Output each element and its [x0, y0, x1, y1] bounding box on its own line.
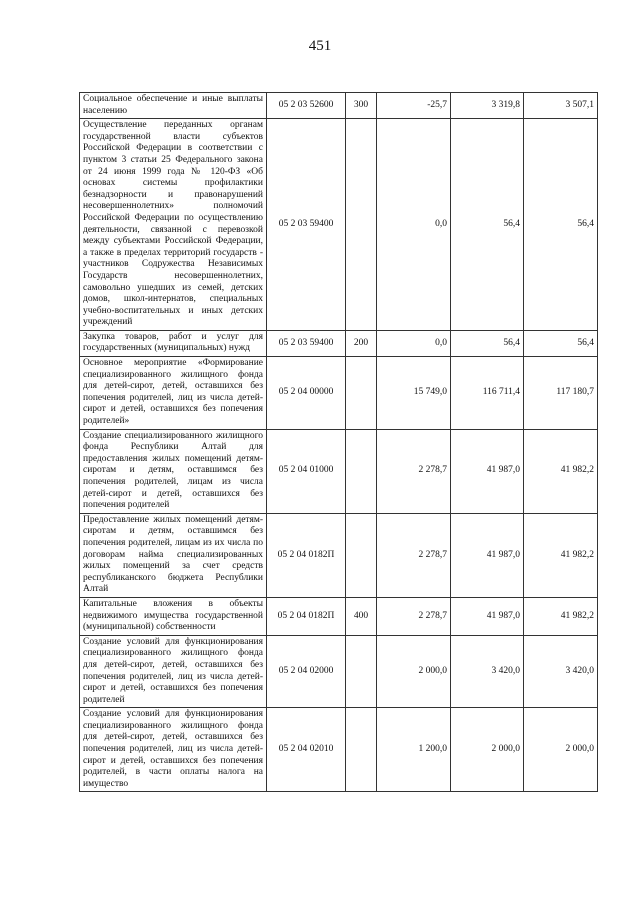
row-code-cell: 05 2 04 0182П — [267, 597, 346, 635]
table-row — [80, 635, 598, 708]
row-code-cell: 05 2 04 01000 — [267, 429, 346, 513]
row-name-cell: Социальное обеспечение и иные выплаты населению — [80, 93, 267, 119]
row-code-cell: 05 2 04 0182П — [267, 513, 346, 597]
table-row — [80, 513, 598, 597]
row-value-2-cell: 2 000,0 — [451, 708, 524, 792]
row-value-1-cell: 0,0 — [377, 119, 451, 331]
row-value-1-cell: 0,0 — [377, 330, 451, 356]
budget-table-body — [80, 93, 598, 792]
row-value-1-cell: -25,7 — [377, 93, 451, 119]
row-value-3-cell: 56,4 — [524, 119, 598, 331]
row-name-cell: Осуществление переданных органам государственной власти субъектов Российской Федерации в соответствии с пунктом 3 статьи 25 Федерального закона от 24 июня 1999 года № 120-ФЗ «Об основах системы профилактики безнадзорности и правонарушений несовершеннолетних» полномочий Российской Федерации по осуществлению деятельности, связанной с перевозкой между субъектами Российской Федерации, а также в пределах территорий государств - участников Содружества Независимых Государств несовершеннолетних, самовольно ушедших из семей, детских домов, школ-интернатов, специальных учебно-воспитательных и иных детских учреждений — [80, 119, 267, 331]
row-value-3-cell: 41 982,2 — [524, 513, 598, 597]
row-value-3-cell: 3 507,1 — [524, 93, 598, 119]
row-value-3-cell: 41 982,2 — [524, 429, 598, 513]
row-name-cell: Создание условий для функционирования специализированного жилищного фонда для детей-сирот, детей, оставшихся без попечения родителей, лиц из числа детей-сирот и детей, оставшихся без попечения родителей — [80, 635, 267, 708]
table-row — [80, 330, 598, 356]
row-code-cell: 05 2 04 02010 — [267, 708, 346, 792]
row-code-cell: 05 2 04 00000 — [267, 357, 346, 430]
row-value-1-cell: 2 000,0 — [377, 635, 451, 708]
row-value-2-cell: 41 987,0 — [451, 429, 524, 513]
row-value-1-cell: 15 749,0 — [377, 357, 451, 430]
row-value-3-cell: 3 420,0 — [524, 635, 598, 708]
row-name-cell: Закупка товаров, работ и услуг для государственных (муниципальных) нужд — [80, 330, 267, 356]
row-value-1-cell: 2 278,7 — [377, 513, 451, 597]
row-value-3-cell: 41 982,2 — [524, 597, 598, 635]
row-expense-type-cell — [346, 357, 377, 430]
row-value-1-cell: 2 278,7 — [377, 429, 451, 513]
row-expense-type-cell — [346, 708, 377, 792]
row-name-cell: Капитальные вложения в объекты недвижимого имущества государственной (муниципальной) собственности — [80, 597, 267, 635]
row-value-3-cell: 117 180,7 — [524, 357, 598, 430]
row-name-cell: Основное мероприятие «Формирование специализированного жилищного фонда для детей-сирот, детей, оставшихся без попечения родителей, лиц из числа детей-сирот и детей, оставшихся без попечения родителей» — [80, 357, 267, 430]
row-expense-type-cell — [346, 635, 377, 708]
row-expense-type-cell — [346, 513, 377, 597]
table-row — [80, 597, 598, 635]
row-value-3-cell: 2 000,0 — [524, 708, 598, 792]
row-value-2-cell: 3 319,8 — [451, 93, 524, 119]
row-value-1-cell: 2 278,7 — [377, 597, 451, 635]
row-value-2-cell: 41 987,0 — [451, 597, 524, 635]
row-value-2-cell: 41 987,0 — [451, 513, 524, 597]
table-row — [80, 119, 598, 331]
row-expense-type-cell: 200 — [346, 330, 377, 356]
row-code-cell: 05 2 04 02000 — [267, 635, 346, 708]
page-number: 451 — [308, 38, 332, 54]
budget-table — [79, 92, 598, 792]
row-value-1-cell: 1 200,0 — [377, 708, 451, 792]
row-name-cell: Создание условий для функционирования специализированного жилищного фонда для детей-сирот, детей, оставшихся без попечения родителей, лиц из числа детей-сирот и детей, оставшихся без попечения родителей, в части оплаты налога на имущество — [80, 708, 267, 792]
row-code-cell: 05 2 03 52600 — [267, 93, 346, 119]
row-name-cell: Предоставление жилых помещений детям-сиротам и детям, оставшимся без попечения родителей, лицам из их числа по договорам найма специализированных жилых помещений за счет средств республиканского бюджета Республики Алтай — [80, 513, 267, 597]
row-expense-type-cell — [346, 119, 377, 331]
row-value-3-cell: 56,4 — [524, 330, 598, 356]
row-expense-type-cell — [346, 429, 377, 513]
table-row — [80, 708, 598, 792]
row-expense-type-cell: 400 — [346, 597, 377, 635]
table-row — [80, 93, 598, 119]
table-row — [80, 357, 598, 430]
row-code-cell: 05 2 03 59400 — [267, 330, 346, 356]
row-expense-type-cell: 300 — [346, 93, 377, 119]
row-code-cell: 05 2 03 59400 — [267, 119, 346, 331]
row-name-cell: Создание специализированного жилищного фонда Республики Алтай для предоставления жилых помещений детям-сиротам и детям, оставшимся без попечения родителей, лицам из числа детей-сирот и детей, оставшихся без попечения родителей — [80, 429, 267, 513]
table-row — [80, 429, 598, 513]
row-value-2-cell: 116 711,4 — [451, 357, 524, 430]
row-value-2-cell: 56,4 — [451, 119, 524, 331]
row-value-2-cell: 3 420,0 — [451, 635, 524, 708]
row-value-2-cell: 56,4 — [451, 330, 524, 356]
